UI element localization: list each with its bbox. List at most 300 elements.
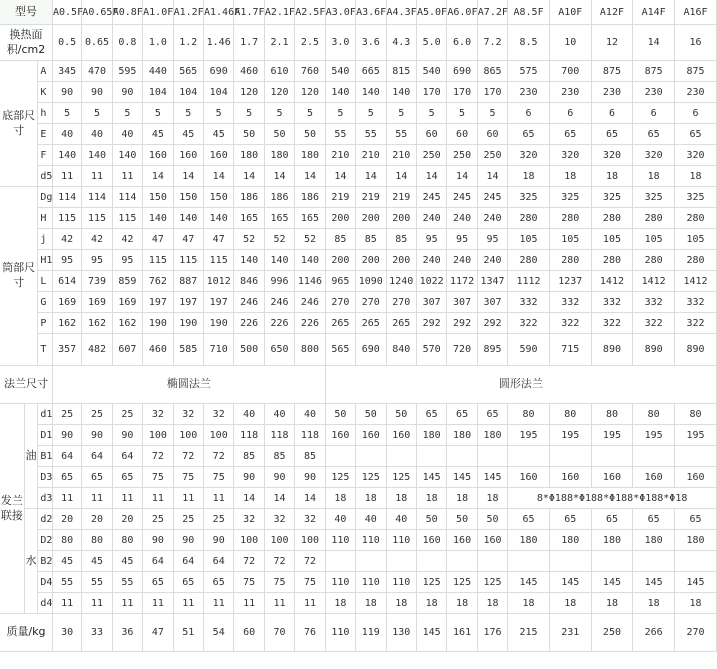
mass-cell: 215 xyxy=(508,614,550,652)
spec-cell: 105 xyxy=(675,229,717,250)
spec-cell: 11 xyxy=(295,593,325,614)
spec-cell xyxy=(356,446,386,467)
model-cell: A14F xyxy=(633,0,675,25)
row-symbol: D4 xyxy=(38,572,53,593)
spec-cell: 18 xyxy=(550,593,592,614)
spec-cell: 11 xyxy=(174,593,204,614)
spec-cell xyxy=(417,446,447,467)
spec-cell: 265 xyxy=(356,313,386,334)
area-cell: 2.1 xyxy=(265,25,295,61)
spec-cell: 90 xyxy=(295,467,325,488)
spec-cell xyxy=(447,446,477,467)
spec-cell: 95 xyxy=(82,250,112,271)
spec-cell: 45 xyxy=(82,551,112,572)
row-symbol: D2 xyxy=(38,530,53,551)
spec-cell: 575 xyxy=(508,61,550,82)
model-cell: A1.0F xyxy=(143,0,173,25)
spec-cell: 219 xyxy=(326,187,356,208)
spec-cell: 75 xyxy=(174,467,204,488)
spec-cell: 75 xyxy=(234,572,264,593)
spec-cell: 80 xyxy=(82,530,112,551)
spec-value-part: 8*Φ18 xyxy=(536,492,567,504)
spec-cell: 42 xyxy=(53,229,82,250)
spec-cell: 332 xyxy=(592,292,634,313)
spec-cell: 6 xyxy=(633,103,675,124)
spec-cell: 65 xyxy=(174,572,204,593)
spec-cell: 18 xyxy=(508,593,550,614)
mass-cell: 110 xyxy=(326,614,356,652)
spec-cell: 325 xyxy=(508,187,550,208)
spec-cell: 11 xyxy=(53,166,82,187)
spec-cell: 720 xyxy=(447,334,477,366)
spec-cell xyxy=(508,488,717,509)
spec-cell: 90 xyxy=(265,467,295,488)
spec-cell: 85 xyxy=(295,446,325,467)
spec-cell: 14 xyxy=(326,166,356,187)
spec-cell: 145 xyxy=(633,572,675,593)
model-cell: A4.3F xyxy=(387,0,417,25)
spec-cell: 5 xyxy=(234,103,264,124)
row-symbol: d3 xyxy=(38,488,53,509)
spec-cell: 200 xyxy=(326,208,356,229)
spec-cell: 11 xyxy=(204,488,234,509)
spec-cell: 280 xyxy=(550,208,592,229)
model-cell: A5.0F xyxy=(417,0,447,25)
spec-cell: 226 xyxy=(234,313,264,334)
spec-cell: 75 xyxy=(295,572,325,593)
spec-cell: 230 xyxy=(550,82,592,103)
spec-cell: 100 xyxy=(295,530,325,551)
spec-cell: 140 xyxy=(113,145,143,166)
spec-cell: 90 xyxy=(204,530,234,551)
model-cell: A1.2F xyxy=(174,0,204,25)
spec-cell: 210 xyxy=(387,145,417,166)
row-symbol: F xyxy=(38,145,53,166)
spec-cell: 5 xyxy=(113,103,143,124)
oval-flange-label: 椭圆法兰 xyxy=(53,366,326,404)
spec-cell: 5 xyxy=(204,103,234,124)
area-cell: 1.7 xyxy=(234,25,264,61)
spec-cell: 160 xyxy=(174,145,204,166)
spec-cell: 614 xyxy=(53,271,82,292)
spec-cell: 90 xyxy=(53,82,82,103)
spec-cell: 5 xyxy=(387,103,417,124)
spec-cell: 32 xyxy=(295,509,325,530)
row-symbol: H1 xyxy=(38,250,53,271)
spec-cell: 250 xyxy=(417,145,447,166)
spec-cell: 245 xyxy=(417,187,447,208)
spec-cell: 40 xyxy=(295,404,325,425)
model-cell: A12F xyxy=(592,0,634,25)
spec-cell: 85 xyxy=(326,229,356,250)
spec-cell: 190 xyxy=(143,313,173,334)
spec-cell: 14 xyxy=(295,166,325,187)
spec-cell: 90 xyxy=(53,425,82,446)
spec-cell: 240 xyxy=(478,208,508,229)
spec-cell: 690 xyxy=(447,61,477,82)
spec-cell: 72 xyxy=(295,551,325,572)
spec-cell: 65 xyxy=(113,467,143,488)
spec-cell: 115 xyxy=(53,208,82,229)
oil-label: 油 xyxy=(25,404,39,509)
spec-cell: 180 xyxy=(675,530,717,551)
spec-cell: 307 xyxy=(447,292,477,313)
spec-cell: 5 xyxy=(53,103,82,124)
spec-cell: 100 xyxy=(174,425,204,446)
spec-cell xyxy=(592,446,634,467)
spec-cell: 322 xyxy=(592,313,634,334)
spec-cell: 18 xyxy=(478,593,508,614)
mass-cell: 270 xyxy=(675,614,717,652)
spec-cell: 1347 xyxy=(478,271,508,292)
spec-cell: 50 xyxy=(234,124,264,145)
spec-cell: 170 xyxy=(447,82,477,103)
spec-cell: 195 xyxy=(550,425,592,446)
spec-cell: 85 xyxy=(265,446,295,467)
spec-cell: 5 xyxy=(174,103,204,124)
spec-cell: 18 xyxy=(417,593,447,614)
spec-cell: 265 xyxy=(387,313,417,334)
spec-cell: 25 xyxy=(113,404,143,425)
spec-cell: 292 xyxy=(478,313,508,334)
spec-cell: 104 xyxy=(174,82,204,103)
spec-cell: 322 xyxy=(675,313,717,334)
header-row xyxy=(0,0,717,25)
spec-cell: 140 xyxy=(356,82,386,103)
spec-cell: 14 xyxy=(387,166,417,187)
spec-cell: 60 xyxy=(417,124,447,145)
spec-cell: 292 xyxy=(447,313,477,334)
spec-cell: 80 xyxy=(633,404,675,425)
water-label: 水 xyxy=(25,509,39,614)
spec-cell: 125 xyxy=(387,467,417,488)
spec-cell: 270 xyxy=(356,292,386,313)
spec-cell: 570 xyxy=(417,334,447,366)
spec-cell: 32 xyxy=(143,404,173,425)
spec-cell: 65 xyxy=(675,509,717,530)
spec-cell: 280 xyxy=(550,250,592,271)
spec-cell: 197 xyxy=(204,292,234,313)
bottom-row xyxy=(0,166,717,187)
spec-cell: 25 xyxy=(53,404,82,425)
connection-row xyxy=(0,530,717,551)
mass-cell: 60 xyxy=(234,614,264,652)
spec-cell: 90 xyxy=(174,530,204,551)
spec-cell: 690 xyxy=(204,61,234,82)
spec-cell: 265 xyxy=(326,313,356,334)
bottom-row xyxy=(0,124,717,145)
spec-cell: 460 xyxy=(143,334,173,366)
model-cell: A3.6F xyxy=(356,0,386,25)
spec-cell: 240 xyxy=(478,250,508,271)
spec-cell: 100 xyxy=(143,425,173,446)
mass-cell: 54 xyxy=(204,614,234,652)
spec-cell: 11 xyxy=(265,593,295,614)
spec-cell: 140 xyxy=(204,208,234,229)
spec-cell: 18 xyxy=(356,488,386,509)
spec-cell: 11 xyxy=(53,488,82,509)
model-cell: A1.7F xyxy=(234,0,264,25)
spec-cell: 104 xyxy=(204,82,234,103)
spec-cell: 500 xyxy=(234,334,264,366)
spec-cell: 18 xyxy=(675,593,717,614)
spec-cell: 5 xyxy=(417,103,447,124)
spec-cell: 565 xyxy=(326,334,356,366)
mass-cell: 47 xyxy=(143,614,173,652)
row-symbol: H xyxy=(38,208,53,229)
spec-cell: 595 xyxy=(113,61,143,82)
row-symbol: h xyxy=(38,103,53,124)
model-header-label: 型号 xyxy=(0,0,53,25)
spec-cell: 195 xyxy=(592,425,634,446)
spec-cell: 95 xyxy=(53,250,82,271)
spec-cell: 104 xyxy=(143,82,173,103)
spec-cell: 320 xyxy=(550,145,592,166)
spec-cell: 65 xyxy=(675,124,717,145)
spec-cell: 162 xyxy=(53,313,82,334)
spec-cell xyxy=(633,446,675,467)
spec-cell: 50 xyxy=(387,404,417,425)
spec-cell: 230 xyxy=(675,82,717,103)
spec-cell: 186 xyxy=(234,187,264,208)
model-cell: A8.5F xyxy=(508,0,550,25)
spec-cell: 565 xyxy=(174,61,204,82)
spec-cell: 280 xyxy=(592,250,634,271)
spec-cell: 607 xyxy=(113,334,143,366)
spec-cell: 190 xyxy=(204,313,234,334)
spec-cell: 25 xyxy=(82,404,112,425)
spec-cell: 307 xyxy=(478,292,508,313)
spec-cell: 40 xyxy=(326,509,356,530)
spec-cell: 965 xyxy=(326,271,356,292)
shell-row xyxy=(0,250,717,271)
spec-cell: 18 xyxy=(387,593,417,614)
spec-cell: 1240 xyxy=(387,271,417,292)
spec-cell: 219 xyxy=(356,187,386,208)
spec-cell: 1412 xyxy=(633,271,675,292)
spec-cell: 64 xyxy=(204,551,234,572)
spec-cell: 65 xyxy=(592,509,634,530)
spec-cell: 25 xyxy=(174,509,204,530)
spec-cell: 45 xyxy=(174,124,204,145)
spec-cell: 55 xyxy=(82,572,112,593)
spec-cell: 160 xyxy=(387,425,417,446)
spec-cell: 160 xyxy=(675,467,717,488)
spec-cell: 20 xyxy=(82,509,112,530)
spec-cell: 320 xyxy=(633,145,675,166)
spec-cell: 585 xyxy=(174,334,204,366)
spec-cell: 190 xyxy=(174,313,204,334)
spec-cell: 65 xyxy=(550,124,592,145)
spec-cell: 80 xyxy=(550,404,592,425)
spec-cell: 815 xyxy=(387,61,417,82)
spec-cell: 590 xyxy=(508,334,550,366)
spec-cell: 280 xyxy=(508,250,550,271)
mass-cell: 33 xyxy=(82,614,112,652)
spec-cell: 72 xyxy=(174,446,204,467)
spec-cell: 120 xyxy=(265,82,295,103)
spec-cell: 50 xyxy=(478,509,508,530)
spec-cell: 64 xyxy=(82,446,112,467)
row-symbol: d1 xyxy=(38,404,53,425)
spec-cell: 230 xyxy=(592,82,634,103)
spec-cell: 72 xyxy=(204,446,234,467)
spec-cell: 895 xyxy=(478,334,508,366)
spec-cell: 32 xyxy=(234,509,264,530)
spec-cell: 18 xyxy=(326,488,356,509)
spec-cell xyxy=(550,551,592,572)
spec-cell: 307 xyxy=(417,292,447,313)
model-cell: A10F xyxy=(550,0,592,25)
spec-cell: 110 xyxy=(387,572,417,593)
spec-cell: 60 xyxy=(447,124,477,145)
spec-cell: 125 xyxy=(326,467,356,488)
spec-cell: 140 xyxy=(295,250,325,271)
spec-cell: 160 xyxy=(356,425,386,446)
spec-cell: 322 xyxy=(633,313,675,334)
spec-cell: 14 xyxy=(265,488,295,509)
spec-cell: 195 xyxy=(675,425,717,446)
row-symbol: Dg xyxy=(38,187,53,208)
spec-cell: 140 xyxy=(234,250,264,271)
spec-cell: 25 xyxy=(143,509,173,530)
spec-cell: 5 xyxy=(447,103,477,124)
spec-cell: 1022 xyxy=(417,271,447,292)
connection-row xyxy=(0,593,717,614)
spec-cell: 18 xyxy=(447,488,477,509)
spec-cell: 200 xyxy=(356,208,386,229)
round-flange-label: 圆形法兰 xyxy=(326,366,717,404)
spec-cell: 996 xyxy=(265,271,295,292)
spec-cell: 715 xyxy=(550,334,592,366)
shell-row xyxy=(0,208,717,229)
bottom-group-label: 底部尺寸 xyxy=(0,61,38,187)
spec-cell: 110 xyxy=(326,572,356,593)
spec-cell: 18 xyxy=(550,166,592,187)
spec-cell: 140 xyxy=(265,250,295,271)
spec-cell: 320 xyxy=(508,145,550,166)
spec-cell: 280 xyxy=(508,208,550,229)
mass-cell: 161 xyxy=(447,614,477,652)
spec-cell: 162 xyxy=(82,313,112,334)
mass-cell: 145 xyxy=(417,614,447,652)
spec-cell: 95 xyxy=(417,229,447,250)
spec-cell: 47 xyxy=(204,229,234,250)
spec-cell xyxy=(675,446,717,467)
spec-cell: 40 xyxy=(82,124,112,145)
spec-cell: 25 xyxy=(204,509,234,530)
model-cell: A7.2F xyxy=(478,0,508,25)
spec-cell: 45 xyxy=(53,551,82,572)
area-cell: 10 xyxy=(550,25,592,61)
spec-cell: 280 xyxy=(633,250,675,271)
spec-cell: 45 xyxy=(113,551,143,572)
spec-cell: 64 xyxy=(174,551,204,572)
spec-cell xyxy=(356,551,386,572)
spec-cell: 280 xyxy=(675,250,717,271)
shell-group-label: 筒部尺寸 xyxy=(0,187,38,366)
spec-cell: 5 xyxy=(356,103,386,124)
spec-cell: 180 xyxy=(234,145,264,166)
spec-cell: 226 xyxy=(295,313,325,334)
spec-cell: 47 xyxy=(143,229,173,250)
spec-cell: 55 xyxy=(113,572,143,593)
spec-cell: 65 xyxy=(82,467,112,488)
spec-cell: 180 xyxy=(478,425,508,446)
spec-cell: 160 xyxy=(204,145,234,166)
spec-cell: 195 xyxy=(633,425,675,446)
spec-cell: 246 xyxy=(265,292,295,313)
spec-cell: 125 xyxy=(417,572,447,593)
spec-cell: 11 xyxy=(204,593,234,614)
spec-cell: 50 xyxy=(417,509,447,530)
spec-cell: 700 xyxy=(550,61,592,82)
area-cell: 8.5 xyxy=(508,25,550,61)
spec-cell: 100 xyxy=(204,425,234,446)
row-symbol: D3 xyxy=(38,467,53,488)
spec-cell: 332 xyxy=(675,292,717,313)
spec-cell: 846 xyxy=(234,271,264,292)
spec-cell: 52 xyxy=(234,229,264,250)
spec-cell: 145 xyxy=(447,467,477,488)
spec-cell: 18 xyxy=(417,488,447,509)
spec-cell: 165 xyxy=(265,208,295,229)
spec-cell: 540 xyxy=(326,61,356,82)
spec-cell: 440 xyxy=(143,61,173,82)
spec-cell: 100 xyxy=(234,530,264,551)
spec-cell: 162 xyxy=(113,313,143,334)
spec-cell: 18 xyxy=(592,166,634,187)
spec-cell: 95 xyxy=(478,229,508,250)
spec-cell: 80 xyxy=(675,404,717,425)
spec-cell: 322 xyxy=(508,313,550,334)
spec-cell: 325 xyxy=(675,187,717,208)
mass-cell: 266 xyxy=(633,614,675,652)
spec-cell xyxy=(326,446,356,467)
spec-cell: 14 xyxy=(295,488,325,509)
mass-cell: 76 xyxy=(295,614,325,652)
spec-cell: 887 xyxy=(174,271,204,292)
spec-cell: 460 xyxy=(234,61,264,82)
spec-cell: 14 xyxy=(417,166,447,187)
spec-cell: 332 xyxy=(550,292,592,313)
spec-cell: 1146 xyxy=(295,271,325,292)
spec-cell xyxy=(447,551,477,572)
spec-cell: 118 xyxy=(265,425,295,446)
model-cell: A3.0F xyxy=(326,0,356,25)
spec-cell: 65 xyxy=(592,124,634,145)
spec-cell: 160 xyxy=(633,467,675,488)
spec-cell: 210 xyxy=(356,145,386,166)
spec-cell: 1090 xyxy=(356,271,386,292)
spec-cell: 114 xyxy=(82,187,112,208)
spec-cell: 270 xyxy=(326,292,356,313)
spec-cell: 1172 xyxy=(447,271,477,292)
spec-cell: 80 xyxy=(53,530,82,551)
spec-cell: 65 xyxy=(550,509,592,530)
mass-cell: 176 xyxy=(478,614,508,652)
spec-cell: 11 xyxy=(113,488,143,509)
row-symbol: D1 xyxy=(38,425,53,446)
spec-cell: 115 xyxy=(113,208,143,229)
spec-cell: 5 xyxy=(82,103,112,124)
spec-cell: 165 xyxy=(234,208,264,229)
shell-row xyxy=(0,334,717,366)
spec-cell: 357 xyxy=(53,334,82,366)
spec-cell: 47 xyxy=(174,229,204,250)
spec-cell: 65 xyxy=(508,124,550,145)
spec-cell: 145 xyxy=(592,572,634,593)
